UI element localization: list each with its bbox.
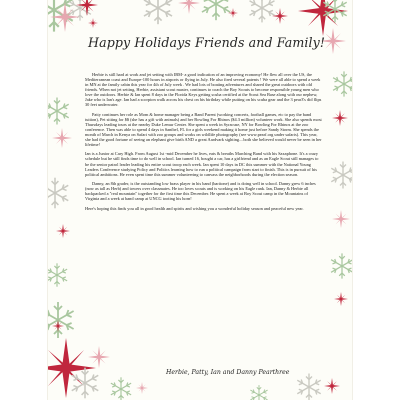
paragraph-danny: Danny, an 8th grader, is the outstanding low brass player in his band (baritone) and is doing well in school. Danny grew 6 inches (now as tall as Herb) and towers over classmates. He too loves scouts and is working on his Eagle rank. Ian, Danny & Herbie all backpacked a "real mountain" together for the first time this December. He spent a week at Boy Scout camp in the Mountains of Virginia and a week at band camp at UNCG tooting his horn! [85,181,316,202]
signature: Herbie, Patty, Ian and Danny Pearthree [166,369,290,376]
paragraph-herbie: Herbie is still hard at work and jet setting with IBM- a good indication of an improving economy! He flew all over the US, the Mediterranean coast and Europe-100 hours in airports or flying in July. He also fired several patents ! We were all able to spend a week in MN at the family cabin this year for 4th of July week . We had lots of boating adventures and shared the great outdoors with old friends. When not jet setting, Herbie, assistant scout master, continues to coach the Boy Scouts to become responsible young men who love the outdoors. Herbie & Ian spent 8 days in the Florida Keys getting scuba certified at the Scout Sea Base along with our nephew, Jake who is Ian's age. Ian had a scorpion walk across his chest on his birthday while putting on his scuba gear and the 3 pear3's did flips 30 feet underwater. [85,72,322,108]
letter-body [85,72,323,215]
paragraph-patty: Patty continues her role as Mom & home manager being a Band Parent (working concerts, football games, etc to pay the band tuition), Pet sitting for $$ (she has a gift with animals) and her Bowling For Rhinos ($4.3 million) volunteer work. She also spends most Thursdays leading tours at the nearby Duke Lemur Center. She spent a week in Syracuse, NY for Bowling For Rhinos at the zoo conference. Then was able to spend 4 days in Sanibel, FL for a girls weekend making it home just before Sandy Storm. She spends the month of March in Kenya on Safari with zoo groups and works on wildlife photography (see www.pearf.org under safaris). This year, she had the good fortune of seeing an elephant give birth AND a great Aardvark sighting....both she believed would never be seen in her lifetime! [85,111,322,147]
paragraph-ian: Ian is a Junior at Cary High. From August 1st -mid December he lives, eats & breaths Marching Band with his Saxaphone. It's a crazy schedule but he still finds time to do well in school. Ian turned 16, bought a car, has a girlfriend and as an Eagle Scout still manages to be the senior patrol leader leading his entire scout troop each week. Ian spent 10 days in DC this summer with the National Young Leaders Conference studying Policy and Politics learning how to run a political campaign from start to finish. This is in pursuit of his political ambitions. He even spent time this summer volunteering to canvass the neighborhoods during the election season. [85,151,319,177]
letter-title: Happy Holidays Friends and Family! [88,35,326,50]
paragraph-closing: Here's hoping this finds you all in good health and spirits and wishing you a wonderful holiday season and peaceful new year. [85,205,304,211]
letter-page [48,0,352,400]
